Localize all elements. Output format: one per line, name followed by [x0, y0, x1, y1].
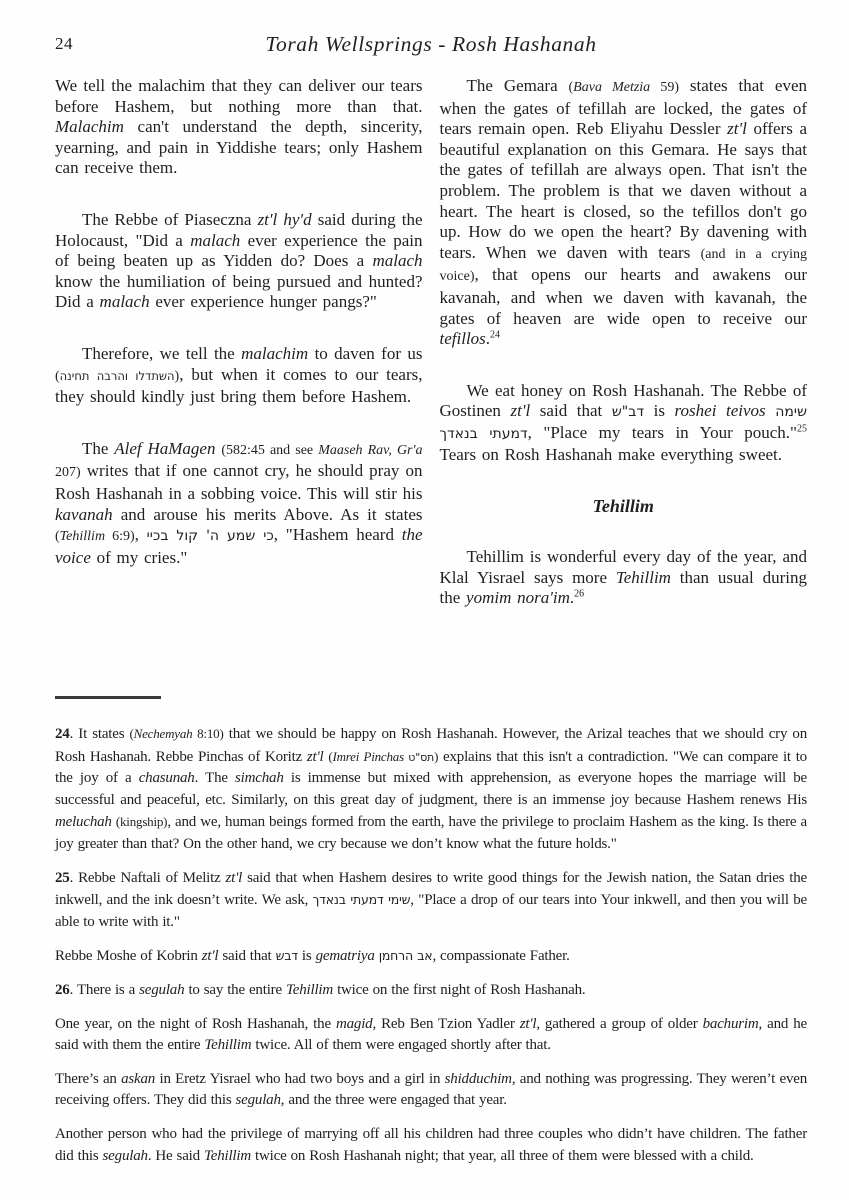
text-segment: know the humiliation of being pursued and hunted? Did a — [55, 271, 423, 312]
text-segment: simchah — [235, 770, 284, 787]
column-right — [440, 76, 808, 666]
text-segment: is — [297, 948, 316, 965]
text-segment: , that opens our hearts and awakens our kavanah, and when we daven with kavanah, the gates of heaven are wide open to receive our — [439, 265, 807, 328]
footnote-reference: 26 — [574, 588, 585, 600]
text-segment: , "Place my tears in Your pouch." — [527, 422, 797, 442]
text-segment: One year, on the night of Rosh Hashanah, the — [55, 1015, 336, 1032]
text-segment: , but when it comes to our tears, they should kindly just bring them before Hashem. — [55, 364, 423, 407]
hebrew-text: כי שמע ה' קול בכיי — [146, 528, 274, 545]
paragraph — [440, 547, 808, 609]
text-segment: zt'l — [201, 948, 219, 965]
paragraph — [55, 210, 423, 313]
text-segment: gematriya — [315, 948, 375, 965]
text-segment: is immense but mixed with apprehension, as everyone hopes the marriage will be successful and peaceful, etc. Similarly, on this great day of judgment, there is an immense joy because Hashem renews His — [55, 770, 807, 808]
text-segment: ( — [129, 726, 134, 741]
text-segment: Alef HaMagen — [114, 438, 216, 458]
text-segment: 59) — [650, 80, 679, 95]
text-segment: segulah — [102, 1147, 148, 1164]
text-segment: chasunah — [138, 770, 195, 787]
text-segment: , Reb Ben Tzion Yadler — [372, 1015, 520, 1032]
hebrew-text: השתדלו והרבה תחינה — [59, 368, 175, 383]
text-segment: ( — [568, 80, 574, 95]
text-segment: ( — [55, 368, 60, 384]
text-segment: offers a beautiful explanation on this Gemara. He says that the gates of tefillah are always open. That isn't the problem. The problem is that we daven without a heart. The heart is closed, so the tefillos don't go up. How do we open the heart? By davening with tears. When we daven with tears — [439, 119, 807, 262]
text-segment: Tehillim is wonderful every day of the year, and Klal Yisrael says more — [439, 547, 807, 587]
footnote-reference: 24 — [490, 329, 501, 341]
text-segment: zt'l — [510, 401, 531, 421]
text-segment: The — [82, 438, 115, 458]
text-segment: 207) — [55, 465, 81, 481]
hebrew-text: שימי דמעתי בנאדך — [312, 892, 411, 908]
text-segment: Another person who had the privilege of marrying off all his children had three couples who didn’t have children. The father did this — [55, 1125, 807, 1164]
text-segment: , compassionate Father. — [432, 948, 570, 965]
text-segment: . The — [194, 770, 236, 787]
hebrew-text: דבש — [275, 948, 298, 964]
text-segment: the voice — [55, 525, 423, 567]
text-segment: malach — [190, 230, 241, 250]
text-segment: Nechemyah — [133, 726, 193, 741]
section-heading: Tehillim — [592, 496, 654, 517]
column-left — [55, 76, 423, 666]
text-segment: , and we, human beings formed from the earth, have the privilege to proclaim Hashem as the king. Is there a joy greater than that? On the other hand, we cry because we don’t know what the future holds." — [55, 814, 807, 852]
text-segment: Imrei Pinchas — [332, 748, 404, 764]
text-segment: (kingship) — [115, 814, 168, 830]
text-segment: Tehillim — [615, 567, 671, 587]
text-segment: to say the entire — [184, 981, 286, 998]
text-segment: magid — [335, 1015, 373, 1032]
text-segment: zt'l — [519, 1015, 537, 1032]
text-segment: . There is a — [69, 981, 140, 998]
paragraph — [55, 344, 423, 408]
text-segment: There’s an — [55, 1070, 122, 1087]
text-segment: shidduchim — [444, 1070, 512, 1087]
text-segment: yomim nora'im — [466, 588, 570, 608]
paragraph — [55, 1069, 807, 1112]
hebrew-text: דב"ש — [611, 404, 644, 421]
text-segment: zt'l — [306, 748, 324, 765]
body-columns — [55, 76, 807, 666]
hebrew-text: אב הרחמן — [378, 948, 433, 964]
text-segment: twice on Rosh Hashanah night; that year, all three of them were blessed with a child. — [251, 1147, 754, 1164]
paragraph — [55, 1124, 807, 1167]
text-segment: ( — [55, 529, 60, 545]
text-segment: to daven for us — [308, 343, 423, 363]
text-segment: 26 — [55, 981, 70, 998]
text-segment: malachim — [241, 343, 309, 363]
text-segment: is — [644, 401, 675, 421]
text-segment: ever experience the pain of being beaten up as Yidden do? Does a — [55, 230, 423, 271]
text-segment: . — [485, 329, 491, 349]
text-segment: of my cries." — [90, 547, 188, 567]
text-segment: said that when Hashem desires to write good things for the Jewish nation, the Satan dries the inkwell, and the ink doesn’t write. We ask, — [55, 869, 807, 909]
text-segment: malach — [372, 251, 423, 271]
text-segment: , "Place a drop of our tears into Your inkwell, and then you will be able to write with it." — [55, 892, 807, 930]
paragraph — [440, 381, 808, 465]
text-segment: tefillos — [439, 329, 486, 349]
text-segment: Tears on Rosh Hashanah make everything sweet. — [439, 444, 783, 464]
text-segment: Tehillim — [203, 1147, 251, 1164]
text-segment: segulah — [235, 1092, 281, 1109]
text-segment: than usual during the — [439, 567, 807, 608]
paragraph — [55, 723, 807, 856]
text-segment: Bava Metzia — [573, 80, 651, 95]
text-segment: meluchah — [55, 814, 112, 831]
text-segment: ( — [328, 748, 333, 764]
text-segment: malach — [99, 292, 150, 312]
text-segment: Maaseh Rav, Gr'a — [318, 442, 423, 458]
text-segment: Tehillim — [204, 1037, 252, 1054]
text-segment: We eat honey on Rosh Hashanah. The Rebbe of Gostinen — [439, 380, 807, 421]
page-number: 24 — [55, 34, 73, 53]
text-segment: (and in a crying voice) — [439, 246, 808, 285]
text-segment: , and he said with them the entire — [55, 1015, 807, 1054]
text-segment: roshei teivos — [674, 401, 766, 421]
text-segment: 24 — [55, 726, 70, 742]
text-segment: segulah — [139, 981, 185, 998]
text-segment: , — [134, 525, 147, 545]
text-segment: kavanah — [55, 504, 113, 524]
footnote-separator — [55, 696, 161, 699]
text-segment: 25 — [55, 869, 70, 886]
text-segment: , and nothing was progressing. They weren’t even receiving offers. They did this — [55, 1070, 807, 1109]
text-segment: zt'l — [225, 869, 243, 886]
text-segment: (582:45 and see — [221, 442, 319, 458]
text-segment: zt'l hy'd — [257, 209, 312, 229]
text-segment: . He said — [147, 1147, 204, 1164]
hebrew-text: שימה דמעתי בנאדך — [439, 404, 807, 442]
footnote-reference: 25 — [797, 423, 807, 435]
text-segment: 6:9) — [105, 529, 135, 545]
text-segment: Rebbe Moshe of Kobrin — [55, 948, 202, 965]
paragraph — [55, 980, 807, 1002]
text-segment: said that — [218, 948, 276, 965]
text-segment: that we should be happy on Rosh Hashanah. However, the Arizal teaches that we should cry on Rosh Hashanah. Rebbe Pinchas of Koritz — [55, 726, 807, 765]
text-segment: The Rebbe of Piaseczna — [82, 209, 258, 229]
paragraph — [55, 76, 423, 179]
text-segment: , gathered a group of older — [536, 1015, 703, 1032]
text-segment: , and the three were engaged that year. — [280, 1092, 507, 1109]
text-segment: twice on the first night of Rosh Hashanah. — [333, 981, 586, 998]
text-segment: . It states — [69, 726, 130, 742]
text-segment: states that even when the gates of tefillah are locked, the gates of tears remain open. Reb Eliyahu Dessler — [439, 76, 807, 139]
text-segment: explains that this isn't a contradiction. "We can compare it to the joy of a — [55, 748, 807, 787]
text-segment: and arouse his merits Above. As it states — [112, 504, 423, 524]
text-segment: Therefore, we tell the — [82, 343, 242, 363]
footnotes-section — [55, 723, 807, 1167]
text-segment: The Gemara — [466, 76, 569, 95]
text-segment: in Eretz Yisrael who had two boys and a girl in — [155, 1070, 445, 1087]
text-segment: . — [569, 588, 575, 608]
text-segment: twice. All of them were engaged shortly after that. — [251, 1037, 551, 1054]
text-segment: 8:10) — [192, 726, 224, 741]
text-segment: . Rebbe Naftali of Melitz — [69, 869, 226, 886]
paragraph — [55, 945, 807, 968]
text-segment: , "Hashem heard — [273, 525, 402, 545]
text-segment: said that — [530, 401, 612, 421]
paragraph — [55, 439, 423, 569]
page-title: Torah Wellsprings - Rosh Hashanah — [265, 32, 597, 56]
text-segment: Tehillim — [59, 529, 106, 545]
text-segment: We tell the malachim that they can deliver our tears before Hashem, but nothing more than that. — [55, 76, 423, 116]
text-segment: writes that if one cannot cry, he should pray on Rosh Hashanah in a sobbing voice. This will stir his — [55, 461, 423, 503]
text-segment: Tehillim — [285, 981, 334, 998]
text-segment: zt'l — [727, 119, 747, 139]
paragraph — [55, 1014, 807, 1057]
text-segment: can't understand the depth, sincerity, yearning, and pain in Yiddishe tears; only Hashem can receive them. — [55, 117, 423, 178]
text-segment: bachurim — [702, 1015, 759, 1032]
text-segment — [766, 401, 776, 420]
page-header — [55, 30, 807, 60]
text-segment: ) — [434, 748, 439, 764]
hebrew-text: תס"ט — [408, 750, 435, 764]
text-segment: Malachim — [55, 117, 124, 137]
text-segment: askan — [121, 1070, 156, 1087]
paragraph — [55, 868, 807, 934]
text-segment: ever experience hunger pangs?" — [149, 292, 377, 312]
text-segment: ) — [174, 368, 180, 384]
paragraph — [440, 76, 808, 350]
text-segment: said during the Holocaust, "Did a — [55, 209, 423, 250]
